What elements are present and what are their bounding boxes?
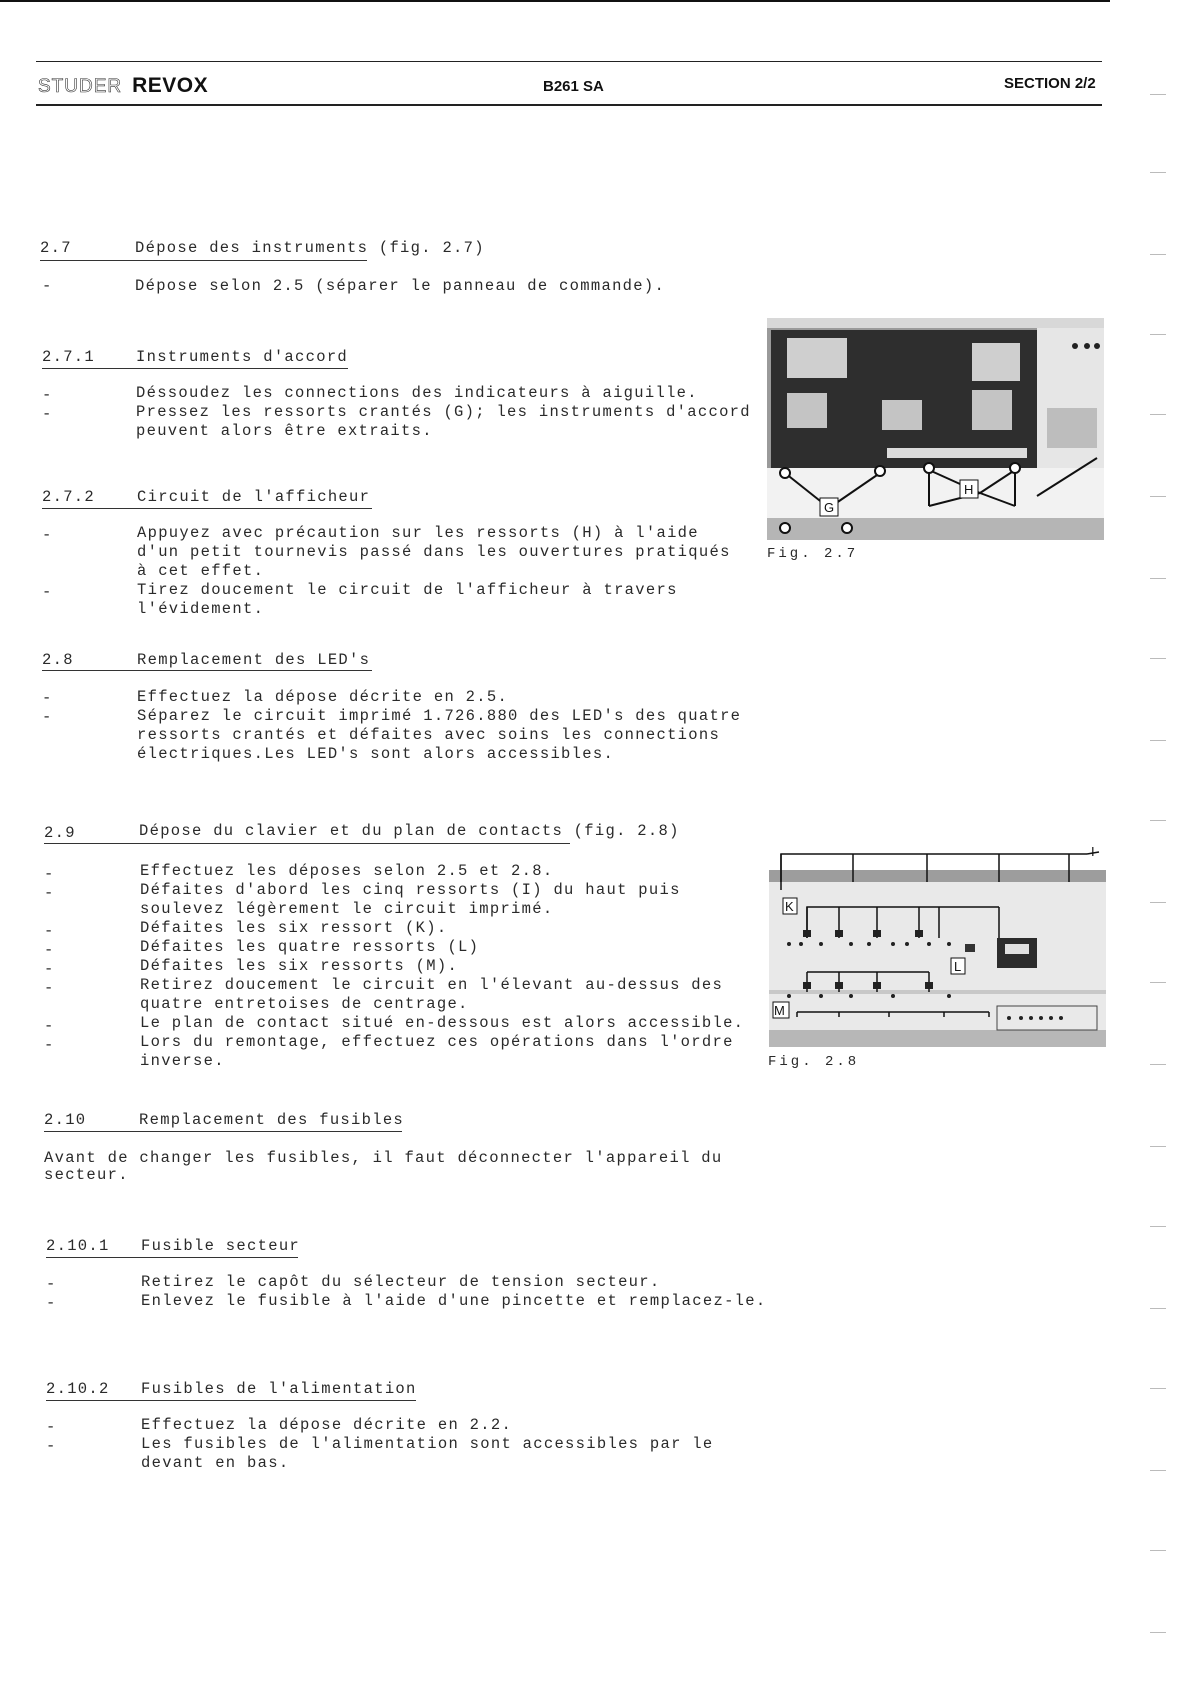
margin-mark [1150,496,1166,497]
callout-g: G [824,500,835,515]
callout-h: H [964,482,974,497]
figure-2-8-photo [769,842,1106,1047]
bullet-dash: - [46,1294,57,1312]
margin-mark [1150,1308,1166,1309]
text-line: inverse. [140,1052,225,1070]
bullet-dash: - [44,1017,55,1035]
section-2-7-item: Dépose selon 2.5 (séparer le panneau de commande). [135,277,666,295]
text-line: Effectuez les déposes selon 2.5 et 2.8. [140,862,554,880]
bullet-dash: - [44,960,55,978]
text-line: peuvent alors être extraits. [136,422,433,440]
text-line: secteur. [44,1166,129,1184]
text-line: Séparez le circuit imprimé 1.726.880 des LED's des quatre [137,707,742,725]
margin-mark [1150,1632,1166,1633]
margin-mark [1150,254,1166,255]
section-2-9-number: 2.9 [44,824,76,842]
text-line: d'un petit tournevis passé dans les ouvertures pratiqués [137,543,731,561]
text-line: électriques.Les LED's sont alors accessibles. [137,745,615,763]
section-number: 2.7 [40,239,72,257]
section-2-8-title: Remplacement des LED's [137,651,371,669]
margin-mark [1150,740,1166,741]
text-line: l'évidement. [137,600,265,618]
section-2-10-1-number: 2.10.1 [46,1237,110,1255]
text-line: Les fusibles de l'alimentation sont accessibles par le [141,1435,714,1453]
section-2-10-1-title: Fusible secteur [141,1237,301,1255]
bullet-dash: - [44,941,55,959]
bullet-dash: - [46,1437,57,1455]
header-bottom-rule [36,104,1102,106]
margin-mark [1150,982,1166,983]
bullet-dash: - [44,979,55,997]
text-line: Appuyez avec précaution sur les ressorts (H) à l'aide [137,524,699,542]
text-line: soulevez légèrement le circuit imprimé. [140,900,554,918]
section-2-7-2-title: Circuit de l'afficheur [137,488,371,506]
brand-logo [38,74,208,98]
margin-mark [1150,94,1166,95]
text-line: Défaites les six ressorts (M). [140,957,459,975]
text-line: Effectuez la dépose décrite en 2.5. [137,688,509,706]
text-line: Défaites les quatre ressorts (L) [140,938,480,956]
margin-mark [1150,172,1166,173]
text-line: Tirez doucement le circuit de l'afficheur à travers [137,581,678,599]
margin-mark [1150,1146,1166,1147]
text-line: Retirez doucement le circuit en l'élevant au-dessus des [140,976,724,994]
bullet-dash: - [44,1036,55,1054]
figure-2-8-caption: Fig. 2.8 [768,1054,860,1070]
bullet-dash: - [42,583,53,601]
bullet-dash: - [42,386,53,404]
text-line: Effectuez la dépose décrite en 2.2. [141,1416,513,1434]
bullet-dash: - [46,1418,57,1436]
text-line: Pressez les ressorts crantés (G); les instruments d'accord [136,403,751,421]
title-text: Dépose des instruments [135,239,369,257]
margin-mark [1150,414,1166,415]
title-text: Dépose du clavier et du plan de contacts [139,822,564,840]
section-2-10-number: 2.10 [44,1111,87,1129]
margin-mark [1150,1064,1166,1065]
section-2-10-title: Remplacement des fusibles [139,1111,405,1129]
heading-underline [40,260,367,261]
bullet-dash: - [44,884,55,902]
callout-l: L [954,959,962,974]
header-top-rule [36,61,1102,62]
callout-k: K [785,899,794,914]
section-2-7-title [135,239,485,257]
section-2-10-2-number: 2.10.2 [46,1380,110,1398]
text-line: Avant de changer les fusibles, il faut déconnecter l'appareil du [44,1149,723,1167]
bullet-dash: - [44,922,55,940]
section-2-10-2-title: Fusibles de l'alimentation [141,1380,417,1398]
text-line: quatre entretoises de centrage. [140,995,469,1013]
bullet-dash: - [42,526,53,544]
text-line: Déssoudez les connections des indicateurs à aiguille. [136,384,698,402]
section-2-7-heading [40,239,72,257]
section-2-7-2-number: 2.7.2 [42,488,96,506]
section-2-9-title [139,822,680,840]
bullet-dash: - [42,405,53,423]
figure-2-7-photo [767,318,1104,540]
brand-revox: REVOX [132,74,209,97]
section-2-8-number: 2.8 [42,651,74,669]
brand-studer: STUDER [38,76,123,97]
heading-underline [44,843,570,844]
callout-i: I [1091,844,1095,859]
text-line: Lors du remontage, effectuez ces opérations dans l'ordre [140,1033,734,1051]
margin-mark [1150,1226,1166,1227]
top-edge-rule [0,0,1110,2]
bullet-dash: - [42,277,53,295]
margin-mark [1150,820,1166,821]
bullet-dash: - [46,1275,57,1293]
text-line: Défaites les six ressort (K). [140,919,448,937]
section-2-7-1-number: 2.7.1 [42,348,96,366]
margin-mark [1150,1550,1166,1551]
heading-underline [42,670,372,671]
text-line: Retirez le capôt du sélecteur de tension secteur. [141,1273,661,1291]
text-line: à cet effet. [137,562,265,580]
heading-underline [42,368,348,369]
heading-underline [42,508,372,509]
heading-underline [44,1131,402,1132]
bullet-dash: - [42,708,53,726]
margin-mark [1150,1470,1166,1471]
text-line: Défaites d'abord les cinq ressorts (I) du haut puis [140,881,681,899]
margin-mark [1150,334,1166,335]
heading-underline [46,1257,298,1258]
section-2-7-1-title: Instruments d'accord [136,348,349,366]
section-number: SECTION 2/2 [1004,75,1096,92]
text-line: Le plan de contact situé en-dessous est alors accessible. [140,1014,745,1032]
figure-2-7-caption: Fig. 2.7 [767,546,859,562]
margin-mark [1150,658,1166,659]
text-line: Enlevez le fusible à l'aide d'une pincette et remplacez-le. [141,1292,767,1310]
heading-underline [46,1400,416,1401]
text-line: ressorts crantés et défaites avec soins les connections [137,726,721,744]
margin-mark [1150,1388,1166,1389]
text-line: devant en bas. [141,1454,290,1472]
margin-mark [1150,902,1166,903]
model-number: B261 SA [543,78,604,95]
callout-m: M [774,1003,785,1018]
figure-reference: (fig. 2.7) [378,239,485,257]
bullet-dash: - [44,865,55,883]
bullet-dash: - [42,689,53,707]
figure-reference: (fig. 2.8) [573,822,680,840]
margin-mark [1150,578,1166,579]
